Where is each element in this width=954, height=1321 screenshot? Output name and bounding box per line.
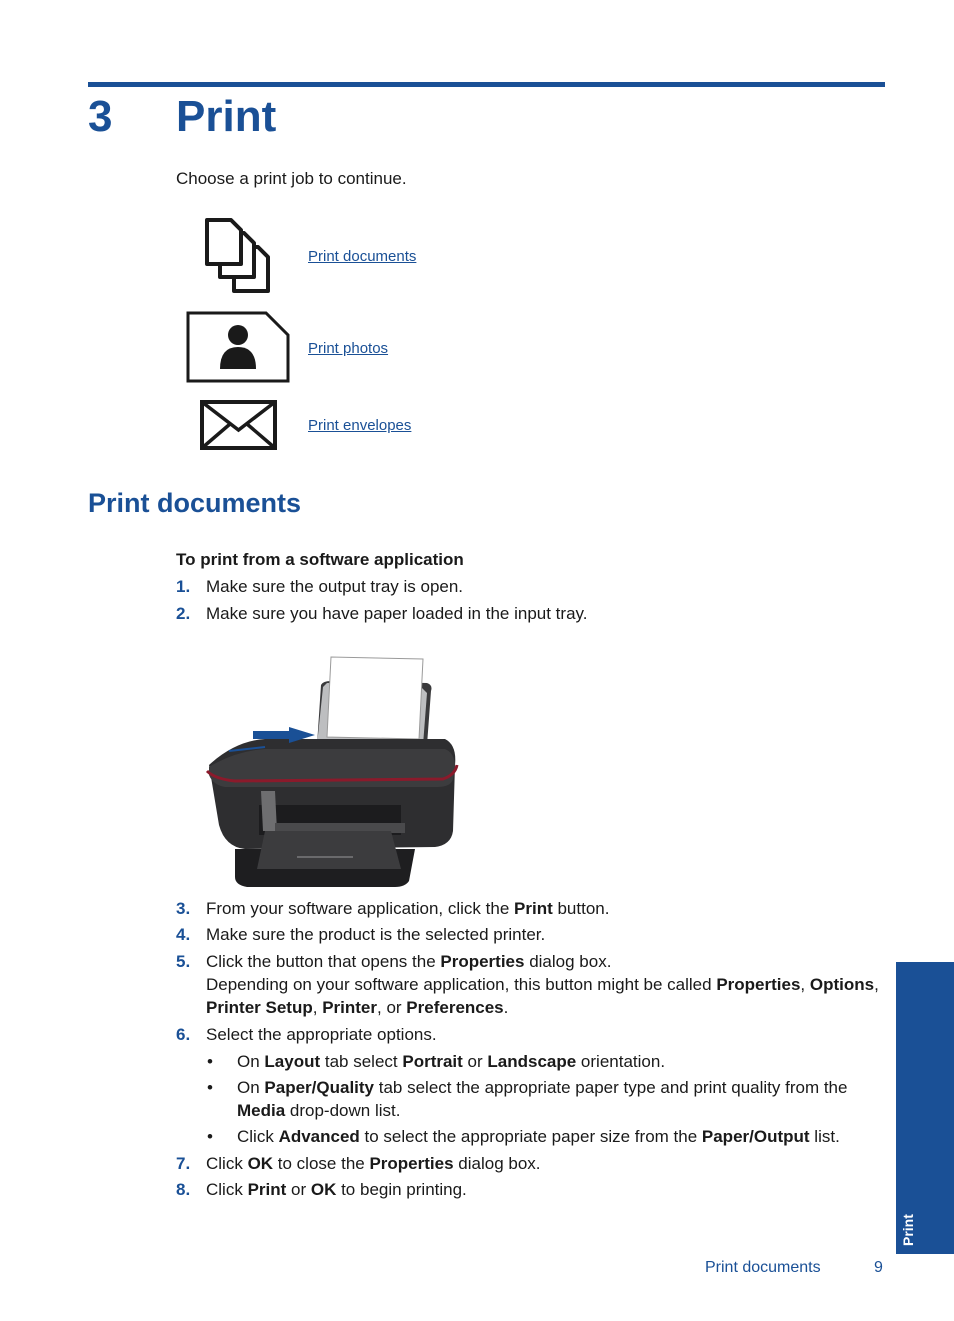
footer-page-number: 9 <box>874 1259 883 1276</box>
photo-icon <box>186 311 290 383</box>
footer-section-name: Print documents <box>705 1259 821 1276</box>
chapter-title: Print <box>176 92 277 141</box>
print-photos-link[interactable]: Print photos <box>308 340 389 357</box>
section-title: Print documents <box>88 488 302 518</box>
printer-illustration <box>205 655 460 890</box>
print-envelopes-link[interactable]: Print envelopes <box>308 417 412 434</box>
chapter-rule <box>88 82 885 87</box>
intro-text: Choose a print job to continue. <box>176 169 407 188</box>
print-documents-link[interactable]: Print documents <box>308 248 417 265</box>
chapter-side-tab <box>896 962 954 1254</box>
documents-icon <box>204 217 272 295</box>
side-tab-label: Print <box>900 1214 916 1246</box>
procedure-title: To print from a software application <box>176 550 464 569</box>
envelope-icon <box>200 400 277 450</box>
chapter-number: 3 <box>88 92 113 141</box>
